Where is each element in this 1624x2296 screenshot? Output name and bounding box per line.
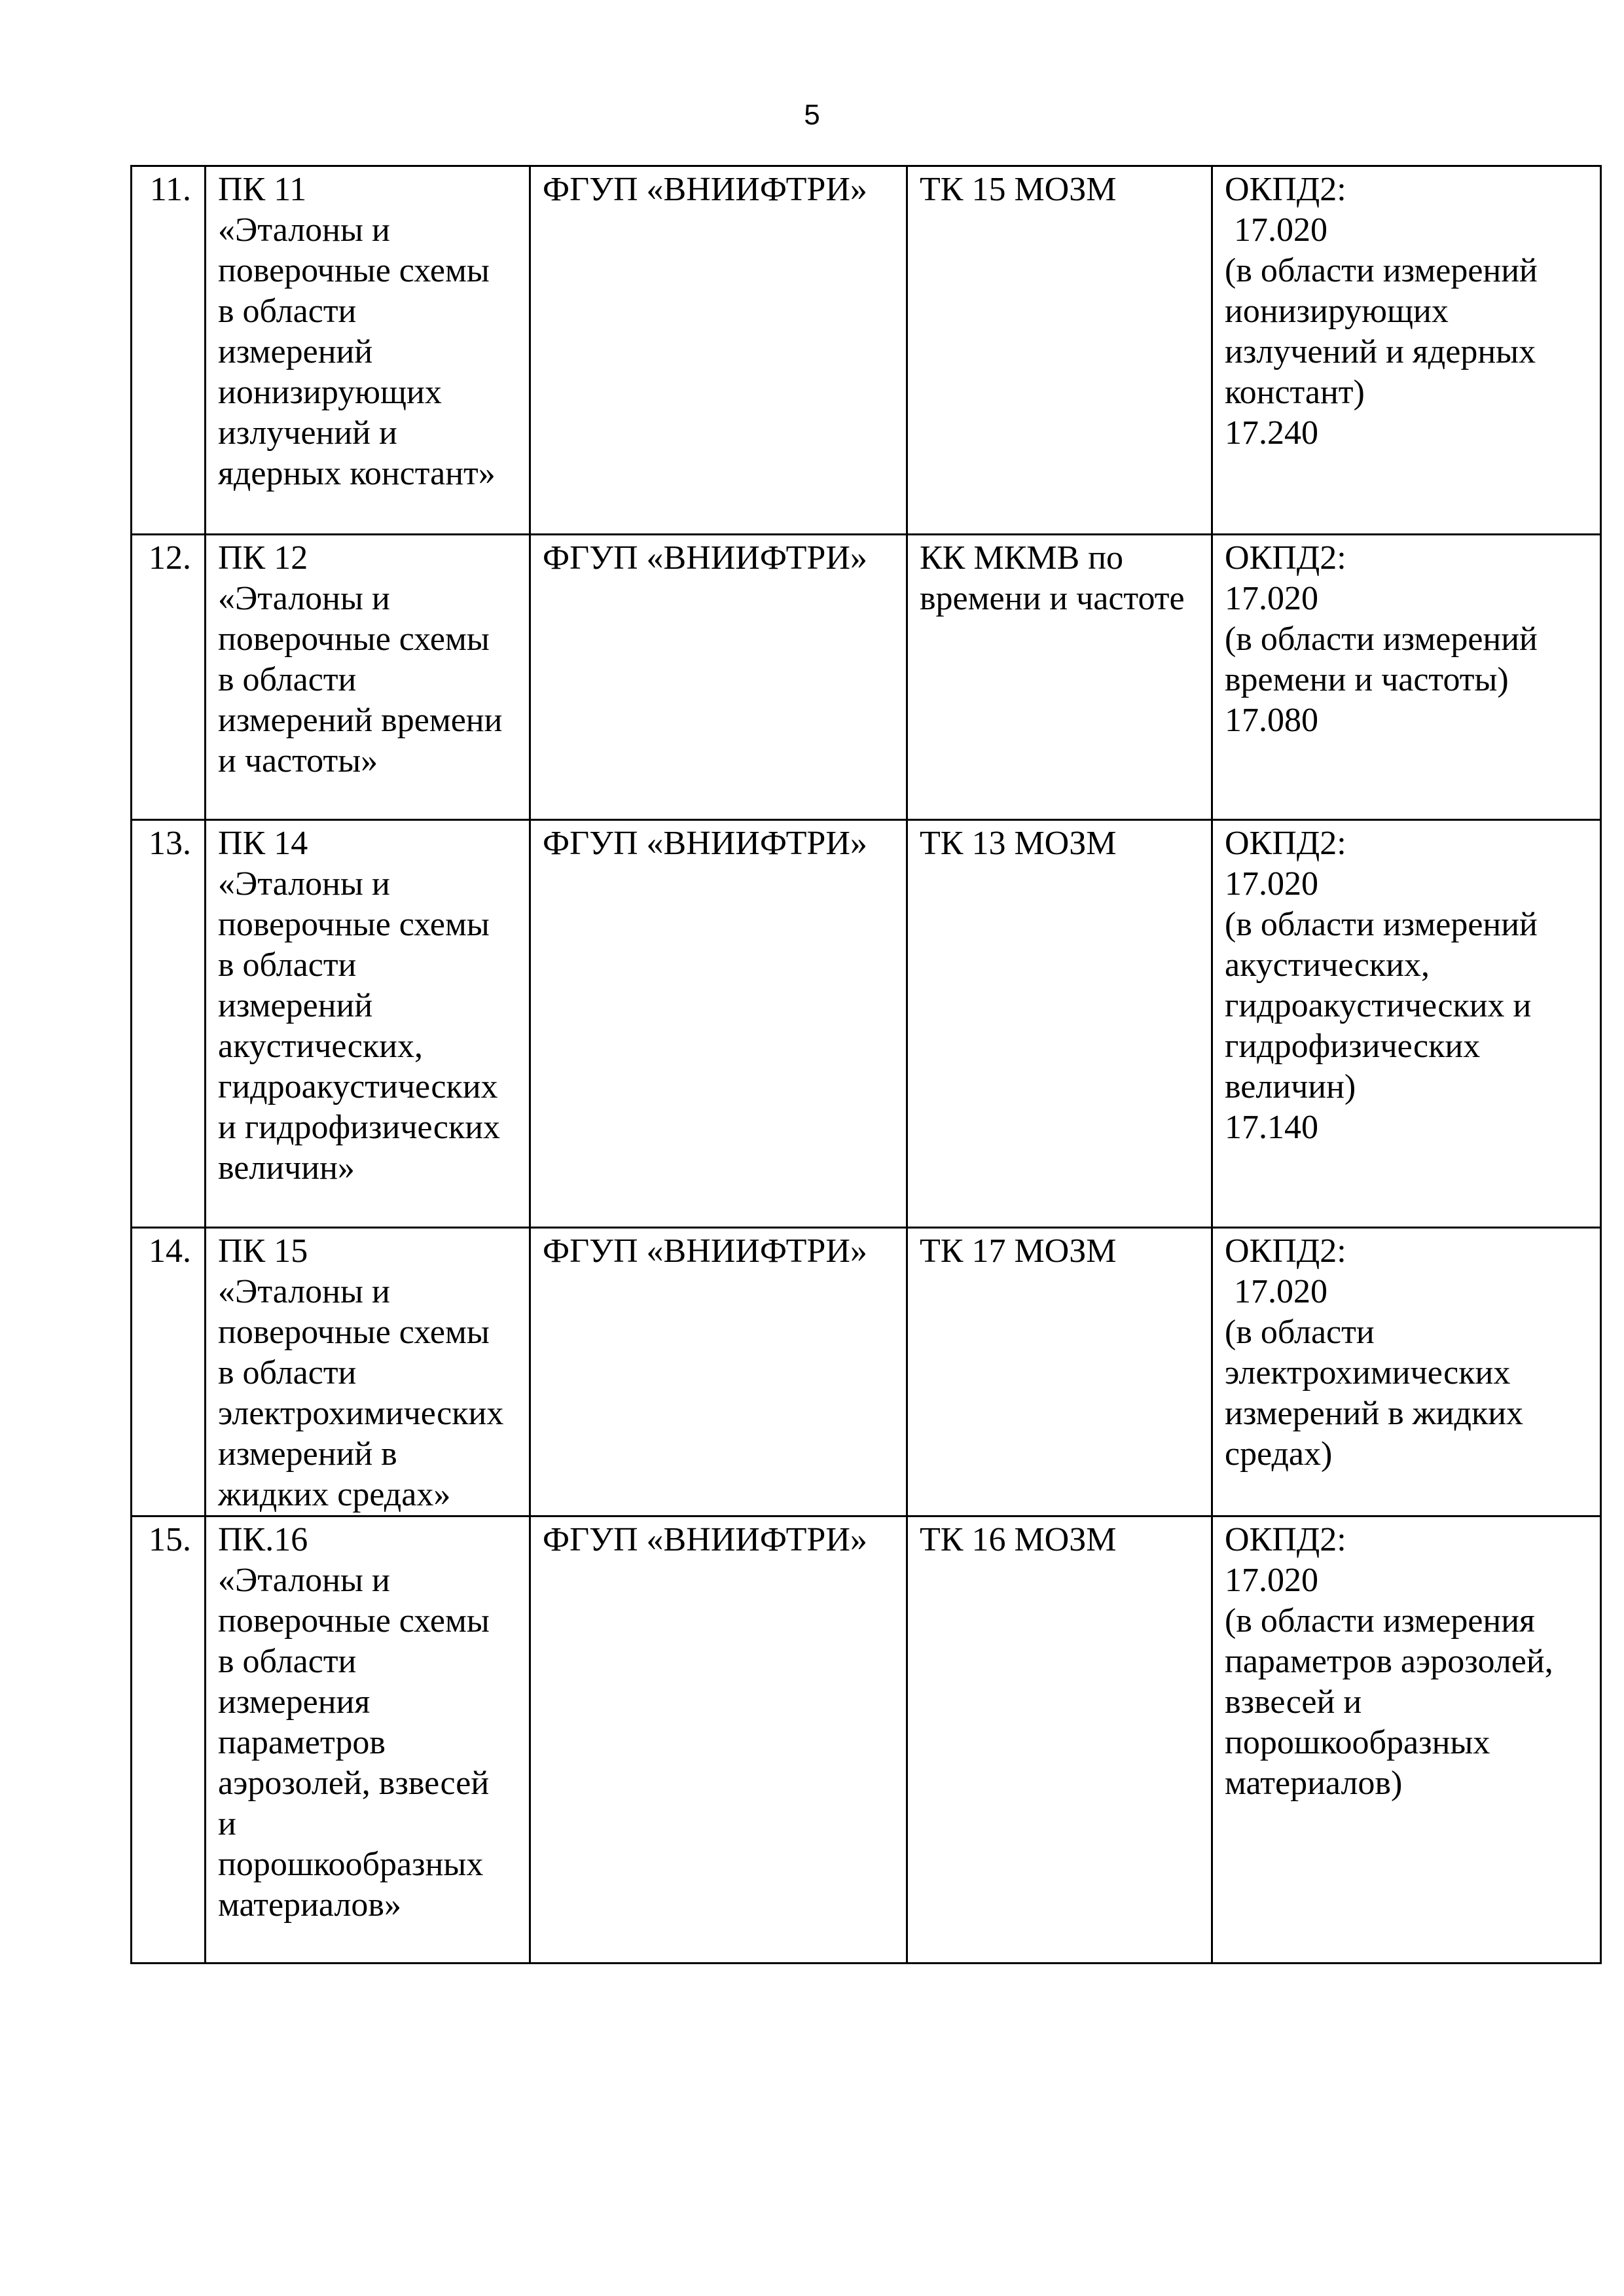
tk-line: ТК 16 МОЗМ (920, 1521, 1117, 1558)
organization-name: ФГУП «ВНИИФТРИ» (543, 171, 867, 208)
okpd-line: 17.020 (1225, 865, 1318, 903)
tk-cell (907, 1228, 1212, 1516)
committee-title-line: поверочные схемы (218, 620, 490, 658)
table-row (132, 1516, 1601, 1964)
committee-title-line: измерений в (218, 1435, 397, 1473)
committee-title-line: и частоты» (218, 742, 378, 780)
okpd-line: (в области (1225, 1314, 1375, 1351)
okpd-line: порошкообразных (1225, 1724, 1490, 1761)
okpd-line: измерений в жидких (1225, 1395, 1524, 1432)
committee-title-line: «Эталоны и (218, 1562, 390, 1599)
okpd-line: акустических, (1225, 946, 1430, 984)
organization-cell (530, 535, 907, 820)
okpd-line: 17.020 (1225, 1562, 1318, 1599)
okpd-cell (1212, 820, 1601, 1228)
committee-title-line: в области (218, 1643, 357, 1680)
committee-title-line: поверочные схемы (218, 252, 490, 289)
okpd-line: (в области измерений (1225, 906, 1538, 943)
okpd-line: средах) (1225, 1435, 1333, 1473)
committee-title-line: гидроакустических (218, 1068, 498, 1105)
table-row (132, 1228, 1601, 1516)
organization-name: ФГУП «ВНИИФТРИ» (543, 539, 867, 577)
committee-title-line: в области (218, 293, 357, 330)
committee-title-line: материалов» (218, 1886, 401, 1924)
row-number: 15. (132, 1516, 206, 1964)
tk-line: времени и частоте (920, 580, 1185, 617)
okpd-cell (1212, 535, 1601, 820)
committee-name-cell (206, 1516, 530, 1964)
committee-title-line: излучений и (218, 414, 397, 452)
okpd-line: констант) (1225, 374, 1365, 411)
tk-cell (907, 535, 1212, 820)
table-row (132, 820, 1601, 1228)
okpd-line: 17.140 (1225, 1109, 1318, 1146)
committee-title-line: параметров (218, 1724, 386, 1761)
committee-title-line: жидких средах» (218, 1476, 451, 1513)
committee-name-cell (206, 820, 530, 1228)
okpd-line: времени и частоты) (1225, 661, 1509, 698)
tk-cell (907, 820, 1212, 1228)
committee-title-line: ядерных констант» (218, 455, 496, 492)
committees-table (130, 165, 1602, 1964)
committee-title-line: поверочные схемы (218, 1314, 490, 1351)
committee-title-line: величин» (218, 1149, 355, 1187)
organization-name: ФГУП «ВНИИФТРИ» (543, 825, 867, 862)
committee-code: ПК 11 (218, 171, 307, 208)
page-number: 5 (804, 99, 820, 131)
okpd-line: ОКПД2: (1225, 171, 1346, 208)
okpd-line: ОКПД2: (1225, 1521, 1346, 1558)
committee-title-line: в области (218, 1354, 357, 1391)
committee-title-line: и гидрофизических (218, 1109, 501, 1146)
okpd-line: (в области измерений (1225, 620, 1538, 658)
okpd-line: ОКПД2: (1225, 825, 1346, 862)
okpd-line: ОКПД2: (1225, 1232, 1346, 1270)
row-number: 14. (132, 1228, 206, 1516)
committee-title-line: поверочные схемы (218, 1602, 490, 1640)
okpd-line: материалов) (1225, 1765, 1403, 1802)
okpd-cell (1212, 1516, 1601, 1964)
committee-title-line: в области (218, 946, 357, 984)
committee-title-line: «Эталоны и (218, 580, 390, 617)
committee-code: ПК 12 (218, 539, 308, 577)
committee-title-line: «Эталоны и (218, 865, 390, 903)
okpd-line: ОКПД2: (1225, 539, 1346, 577)
committee-code: ПК 15 (218, 1232, 308, 1270)
organization-cell (530, 166, 907, 535)
committee-code: ПК 14 (218, 825, 308, 862)
okpd-cell (1212, 1228, 1601, 1516)
okpd-line: 17.020 (1234, 211, 1327, 249)
committee-title-line: измерений (218, 987, 373, 1024)
okpd-line: 17.020 (1234, 1273, 1327, 1310)
okpd-line: (в области измерений (1225, 252, 1538, 289)
okpd-line: 17.080 (1225, 702, 1318, 739)
tk-line: КК МКМВ по (920, 539, 1124, 577)
okpd-line: величин) (1225, 1068, 1356, 1105)
okpd-line: 17.020 (1225, 580, 1318, 617)
committee-title-line: акустических, (218, 1028, 423, 1065)
organization-cell (530, 820, 907, 1228)
okpd-line: взвесей и (1225, 1683, 1362, 1721)
committee-title-line: измерения (218, 1683, 370, 1721)
tk-cell (907, 166, 1212, 535)
committee-title-line: порошкообразных (218, 1846, 484, 1883)
row-number: 13. (132, 820, 206, 1228)
committee-title-line: «Эталоны и (218, 1273, 390, 1310)
committee-code: ПК.16 (218, 1521, 308, 1558)
committee-title-line: и (218, 1805, 236, 1842)
okpd-line: гидроакустических и (1225, 987, 1532, 1024)
committee-title-line: в области (218, 661, 357, 698)
committee-title-line: ионизирующих (218, 374, 442, 411)
committee-title-line: измерений (218, 333, 373, 370)
okpd-line: 17.240 (1225, 414, 1318, 452)
committee-title-line: электрохимических (218, 1395, 504, 1432)
committee-name-cell (206, 1228, 530, 1516)
okpd-line: ионизирующих (1225, 293, 1449, 330)
row-number: 12. (132, 535, 206, 820)
okpd-line: электрохимических (1225, 1354, 1511, 1391)
committee-title-line: «Эталоны и (218, 211, 390, 249)
committee-name-cell (206, 166, 530, 535)
okpd-cell (1212, 166, 1601, 535)
organization-cell (530, 1516, 907, 1964)
okpd-line: гидрофизических (1225, 1028, 1481, 1065)
committee-title-line: измерений времени (218, 702, 503, 739)
table-row (132, 166, 1601, 535)
committee-name-cell (206, 535, 530, 820)
tk-line: ТК 17 МОЗМ (920, 1232, 1117, 1270)
tk-line: ТК 15 МОЗМ (920, 171, 1117, 208)
committee-title-line: поверочные схемы (218, 906, 490, 943)
organization-cell (530, 1228, 907, 1516)
tk-cell (907, 1516, 1212, 1964)
tk-line: ТК 13 МОЗМ (920, 825, 1117, 862)
okpd-line: излучений и ядерных (1225, 333, 1536, 370)
organization-name: ФГУП «ВНИИФТРИ» (543, 1232, 867, 1270)
okpd-line: параметров аэрозолей, (1225, 1643, 1553, 1680)
table-row (132, 535, 1601, 820)
row-number: 11. (132, 166, 206, 535)
committee-title-line: аэрозолей, взвесей (218, 1765, 490, 1802)
organization-name: ФГУП «ВНИИФТРИ» (543, 1521, 867, 1558)
okpd-line: (в области измерения (1225, 1602, 1535, 1640)
